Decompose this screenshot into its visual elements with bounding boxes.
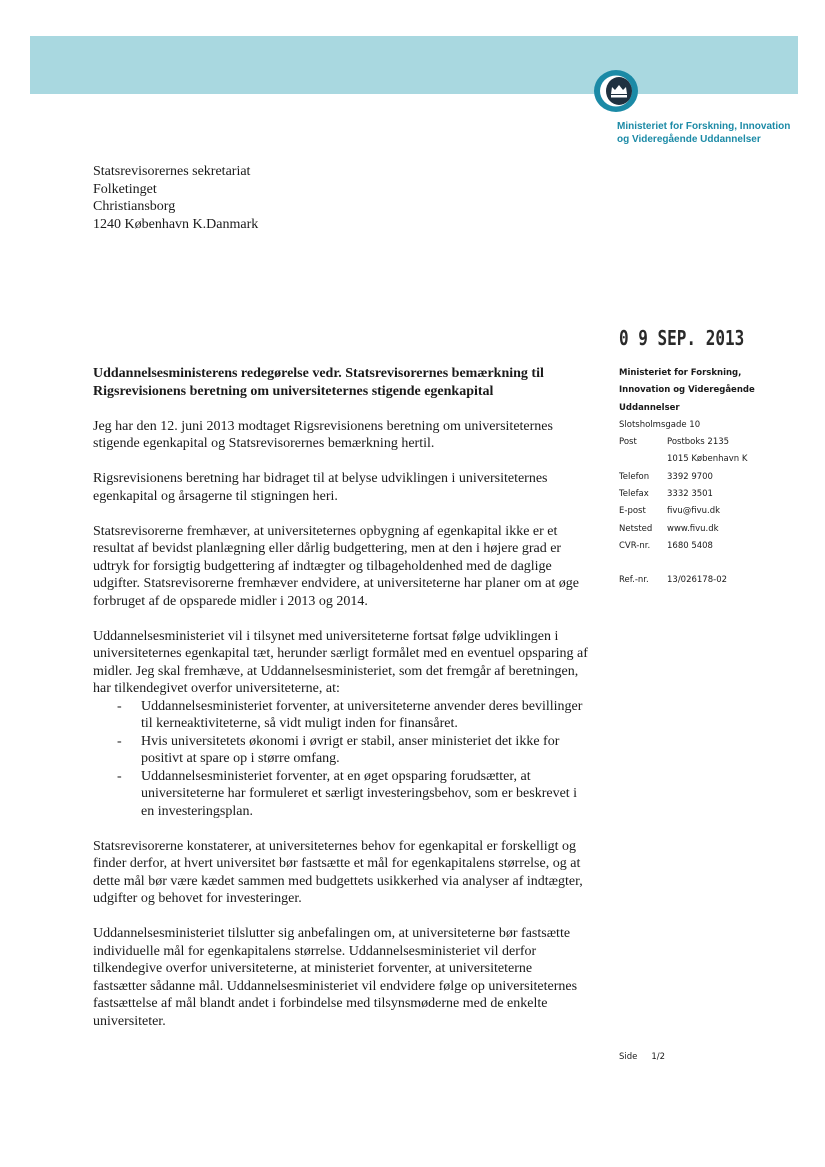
bullet-text: Hvis universitetets økonomi i øvrigt er stabil, anser ministeriet det ikke for positivt at spare op i større omfang.	[141, 733, 560, 766]
ministry-name-line2: og Videregående Uddannelser	[617, 133, 761, 145]
paragraph-5: Statsrevisorerne konstaterer, at universiteternes behov for egenkapital er forskelligt og finder derfor, at hvert universitet bør fastsætte et mål for egenkapitalens størrelse, og at dette mål bør være kædet sammen med budgettets usikkerhed via analyser af indtægter, udgifter og behovet for investeringer.	[93, 838, 583, 906]
page-value: 1/2	[651, 1052, 666, 1062]
web-label: Netsted	[619, 523, 653, 534]
cvr-label: CVR-nr.	[619, 540, 651, 551]
sender-info	[619, 365, 799, 590]
sender-phone-row	[619, 469, 799, 486]
sender-org-line3: Uddannelser	[619, 402, 680, 413]
recipient-line3: Christiansborg	[93, 199, 176, 214]
post-value2: 1015 København K	[667, 454, 748, 465]
post-label: Post	[619, 437, 637, 448]
sender-web-row	[619, 521, 799, 538]
phone-value: 3392 9700	[667, 471, 713, 482]
header-banner	[30, 36, 798, 94]
ref-value: 13/026178-02	[667, 575, 728, 586]
ministry-name	[617, 121, 790, 146]
recipient-line4: 1240 København K.Danmark	[93, 216, 259, 232]
recipient-line1: Statsrevisorernes sekretariat	[93, 164, 251, 179]
email-label: E-post	[619, 506, 646, 517]
ministry-name-line1: Ministeriet for Forskning, Innovation	[617, 121, 791, 132]
sender-email-row	[619, 503, 799, 520]
bullet-text: Uddannelsesministeriet forventer, at universiteterne anvender deres bevillinger til kerneaktiviteterne, så vidt muligt inden for finansåret.	[141, 698, 583, 731]
bullet-marker: -	[117, 698, 122, 714]
sender-post-row2	[619, 451, 799, 468]
recipient-line2: Folketinget	[93, 181, 157, 197]
web-value: www.fivu.dk	[667, 523, 719, 534]
page-label: Side	[619, 1052, 638, 1062]
letter-heading-line1: Uddannelsesministerens redegørelse vedr. Statsrevisorernes bemærkning til	[93, 366, 544, 381]
bullet-marker: -	[117, 733, 122, 749]
fax-label: Telefax	[619, 489, 649, 500]
sender-post-row	[619, 434, 799, 451]
list-item	[93, 768, 588, 821]
date-stamp: 0 9 SEP. 2013	[619, 326, 745, 350]
list-item	[93, 698, 588, 733]
ref-label: Ref.-nr.	[619, 575, 649, 586]
sender-org	[619, 365, 799, 417]
letter-body	[93, 365, 588, 1048]
email-value: fivu@fivu.dk	[667, 506, 721, 517]
bullet-text: Uddannelsesministeriet forventer, at en øget opsparing forudsætter, at universiteterne har formuleret et særligt investeringsbehov, som er beskrevet i en investeringsplan.	[141, 768, 578, 819]
sender-cvr-row	[619, 538, 799, 555]
paragraph-2: Rigsrevisionens beretning har bidraget til at belyse udviklingen i universiteternes egenkapital og årsagerne til stigningen heri.	[93, 471, 548, 504]
letter-heading-line2: Rigsrevisionens beretning om universiteternes stigende egenkapital	[93, 383, 494, 399]
sender-ref-row	[619, 572, 799, 589]
paragraph-3: Statsrevisorerne fremhæver, at universiteternes opbygning af egenkapital ikke er et resultat af bevidst planlægning eller dårlig budgettering, men at den i højere grad er udtryk for forsigtig budgettering af indtægter og tilbageholdenhed med de daglige udgifter. Statsrevisorerne fremhæver endvidere, at universiteterne har planer om at øge forbruget af de opsparede midler i 2013 og 2014.	[93, 523, 579, 609]
bullet-list	[93, 698, 588, 821]
page-number	[619, 1052, 665, 1062]
sender-org-line1: Ministeriet for Forskning,	[619, 368, 742, 378]
phone-label: Telefon	[619, 471, 650, 482]
cvr-value: 1680 5408	[667, 540, 713, 551]
sender-org-line2: Innovation og Videregående	[619, 385, 755, 396]
list-item	[93, 733, 588, 768]
crown-emblem-icon	[591, 68, 641, 114]
post-value1: Postboks 2135	[667, 437, 730, 448]
paragraph-6: Uddannelsesministeriet tilslutter sig anbefalingen om, at universiteterne bør fastsætte individuelle mål for egenkapitalens størrelse. Uddannelsesministeriet vil derfor tilkendegive overfor universiteterne, at ministeriet forventer, at universiteterne fastsætter sådanne mål. Uddannelsesministeriet vil endvidere følge op universiteternes fastsættelse af mål blandt andet i forbindelse med tilsynsmøderne med de enkelte universiteter.	[93, 926, 578, 1029]
paragraph-1: Jeg har den 12. juni 2013 modtaget Rigsrevisionens beretning om universiteternes stigende egenkapital og Statsrevisorernes bemærkning hertil.	[93, 418, 553, 451]
paragraph-4: Uddannelsesministeriet vil i tilsynet med universiteterne fortsat følge udviklingen i universiteternes egenkapital tæt, herunder særligt formålet med en eventuel opsparing af midler. Jeg skal fremhæve, at Uddannelsesministeriet, som det fremgår af beretningen, har tilkendegivet overfor universiteterne, at:	[93, 628, 588, 696]
recipient-address	[93, 163, 258, 233]
sender-fax-row	[619, 486, 799, 503]
bullet-marker: -	[117, 768, 122, 784]
letter-heading	[93, 365, 588, 400]
fax-value: 3332 3501	[667, 489, 713, 500]
sender-street: Slotsholmsgade 10	[619, 419, 701, 430]
